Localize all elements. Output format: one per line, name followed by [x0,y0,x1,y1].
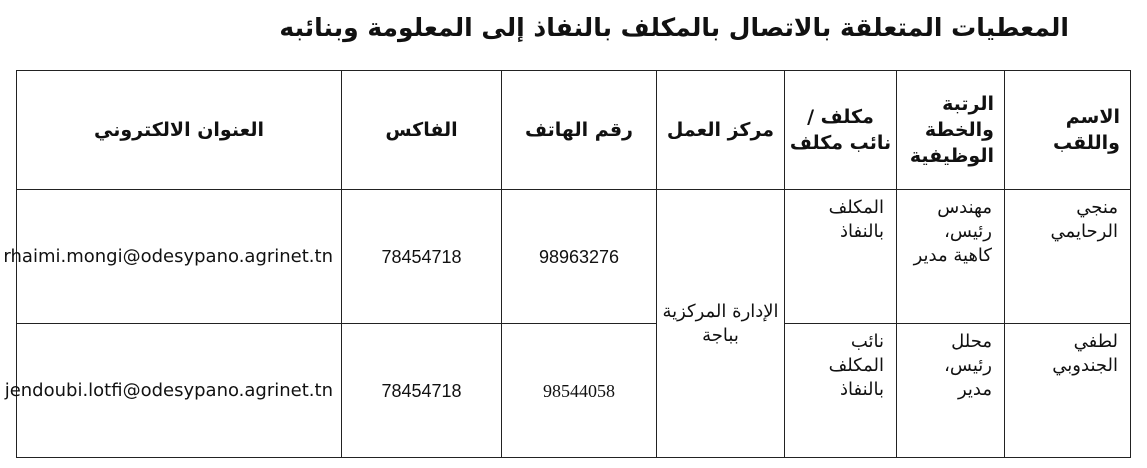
cell-phone: 98544058 [502,324,657,458]
cell-email: rhaimi.mongi@odesypano.agrinet.tn [17,190,342,324]
cell-email: jendoubi.lotfi@odesypano.agrinet.tn [17,324,342,458]
cell-grade: محلل رئيس، مدير [897,324,1005,458]
header-fax: الفاكس [342,71,502,190]
table-header-row [17,71,1131,190]
table-row [17,324,1131,458]
document-title: المعطيات المتعلقة بالاتصال بالمكلف بالنفاذ إلى المعلومة وبنائبه [279,13,1069,42]
header-grade: الرتبة والخطة الوظيفية [897,71,1005,190]
cell-fax: 78454718 [342,324,502,458]
cell-workplace: الإدارة المركزية بباجة [657,190,785,458]
header-name: الاسم واللقب [1005,71,1131,190]
header-phone: رقم الهاتف [502,71,657,190]
cell-role: نائب المكلف بالنفاذ [785,324,897,458]
table-row [17,190,1131,324]
cell-name: منجي الرحايمي [1005,190,1131,324]
cell-fax: 78454718 [342,190,502,324]
cell-grade: مهندس رئيس، كاهية مدير [897,190,1005,324]
header-workplace: مركز العمل [657,71,785,190]
header-email: العنوان الالكتروني [17,71,342,190]
cell-role: المكلف بالنفاذ [785,190,897,324]
cell-phone: 98963276 [502,190,657,324]
cell-name: لطفي الجندوبي [1005,324,1131,458]
header-role: مكلف / نائب مكلف [785,71,897,190]
contact-table [3,70,1131,458]
